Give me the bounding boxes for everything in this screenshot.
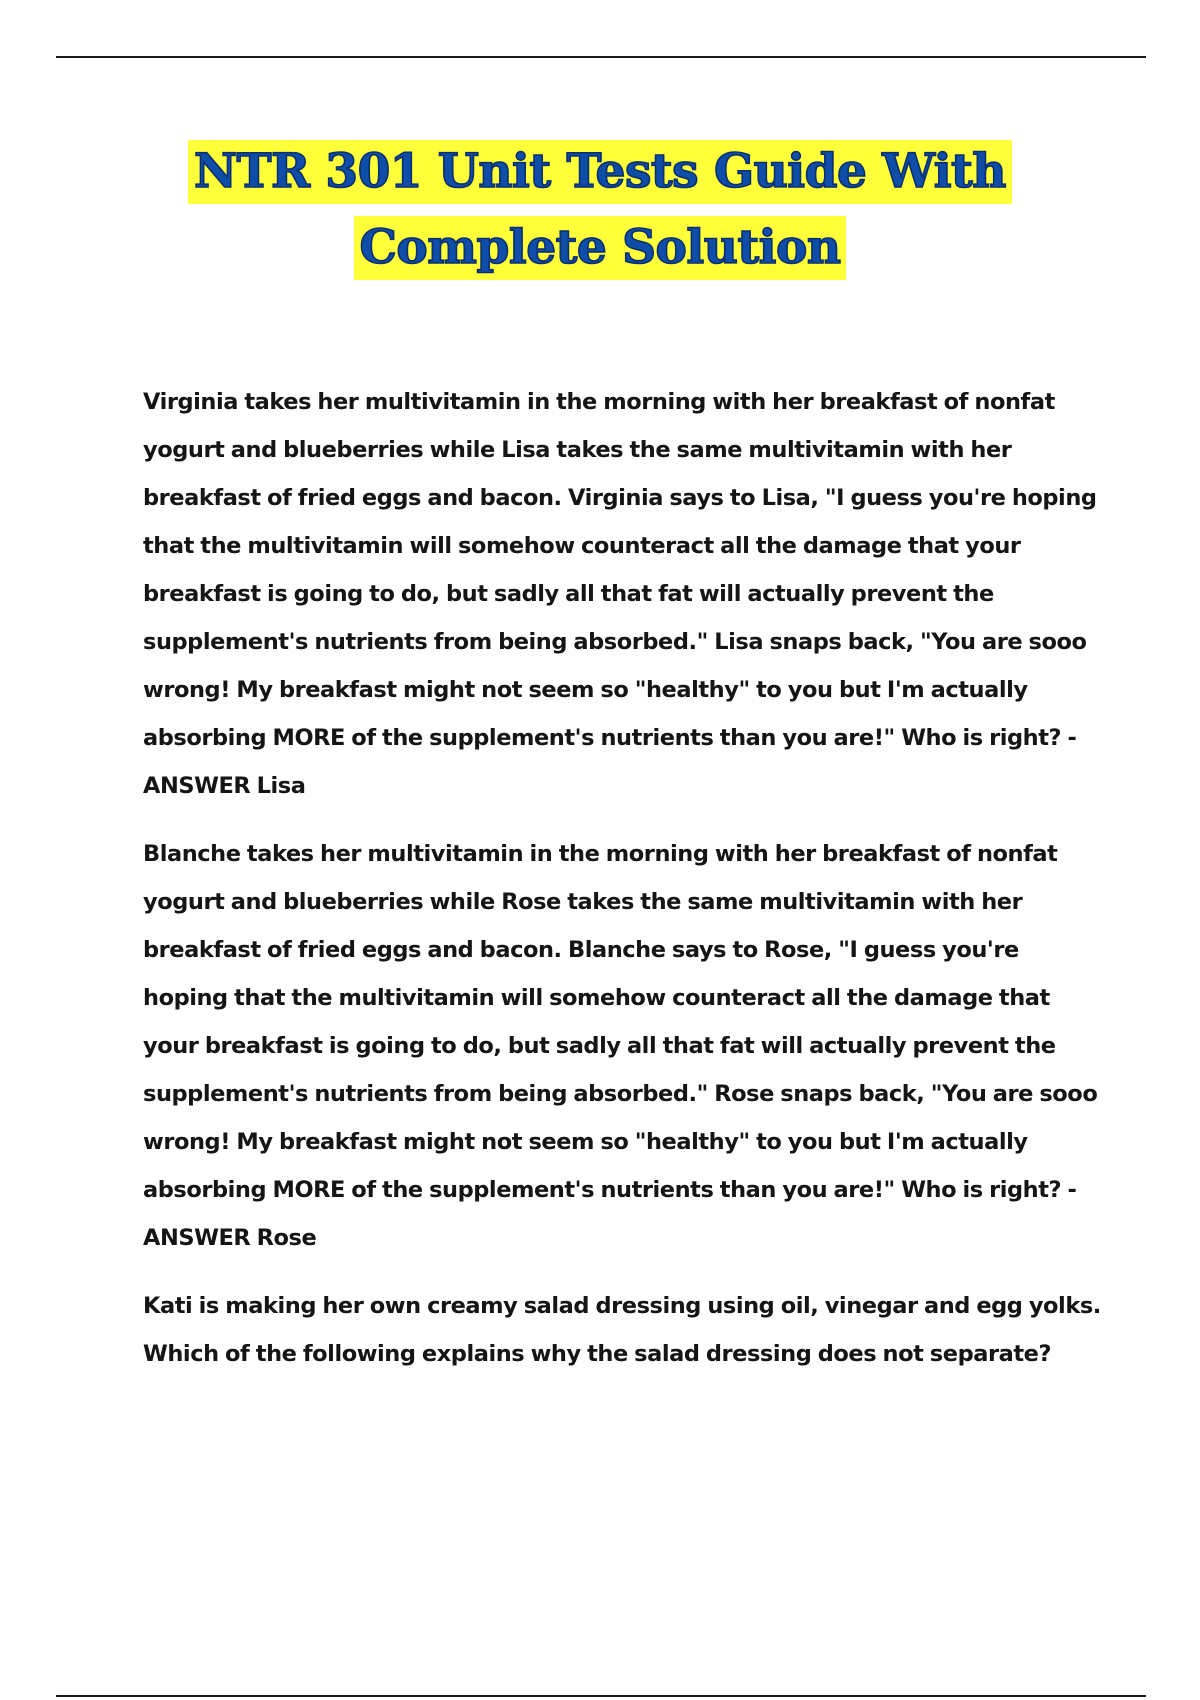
title-line-2: Complete Solution xyxy=(354,216,847,280)
question-entry-2: Blanche takes her multivitamin in the morning with her breakfast of nonfat yogurt and blueberries while Rose takes the same multivitamin with her breakfast of fried eggs and bacon. Blanche says to Rose, "I guess you're hoping that the multivitamin will somehow counteract all the damage that your breakfast is going to do, but sadly all that fat will actually prevent the supplement's nutrients from being absorbed." Rose snaps back, "You are sooo wrong! My breakfast might not seem so "healthy" to you but I'm actually absorbing MORE of the supplement's nutrients than you are!" Who is right? - ANSWER Rose xyxy=(143,841,1098,1251)
question-list xyxy=(143,378,1103,1398)
footer-rule xyxy=(56,1695,1146,1697)
question-entry-3: Kati is making her own creamy salad dressing using oil, vinegar and egg yolks. Which of the following explains why the salad dressing does not separate? xyxy=(143,1293,1101,1367)
document-title xyxy=(0,140,1200,280)
question-entry-1: Virginia takes her multivitamin in the morning with her breakfast of nonfat yogurt and blueberries while Lisa takes the same multivitamin with her breakfast of fried eggs and bacon. Virginia says to Lisa, "I guess you're hoping that the multivitamin will somehow counteract all the damage that your breakfast is going to do, but sadly all that fat will actually prevent the supplement's nutrients from being absorbed." Lisa snaps back, "You are sooo wrong! My breakfast might not seem so "healthy" to you but I'm actually absorbing MORE of the supplement's nutrients than you are!" Who is right? - ANSWER Lisa xyxy=(143,389,1097,799)
title-line-1: NTR 301 Unit Tests Guide With xyxy=(188,140,1012,204)
header-rule xyxy=(56,56,1146,58)
